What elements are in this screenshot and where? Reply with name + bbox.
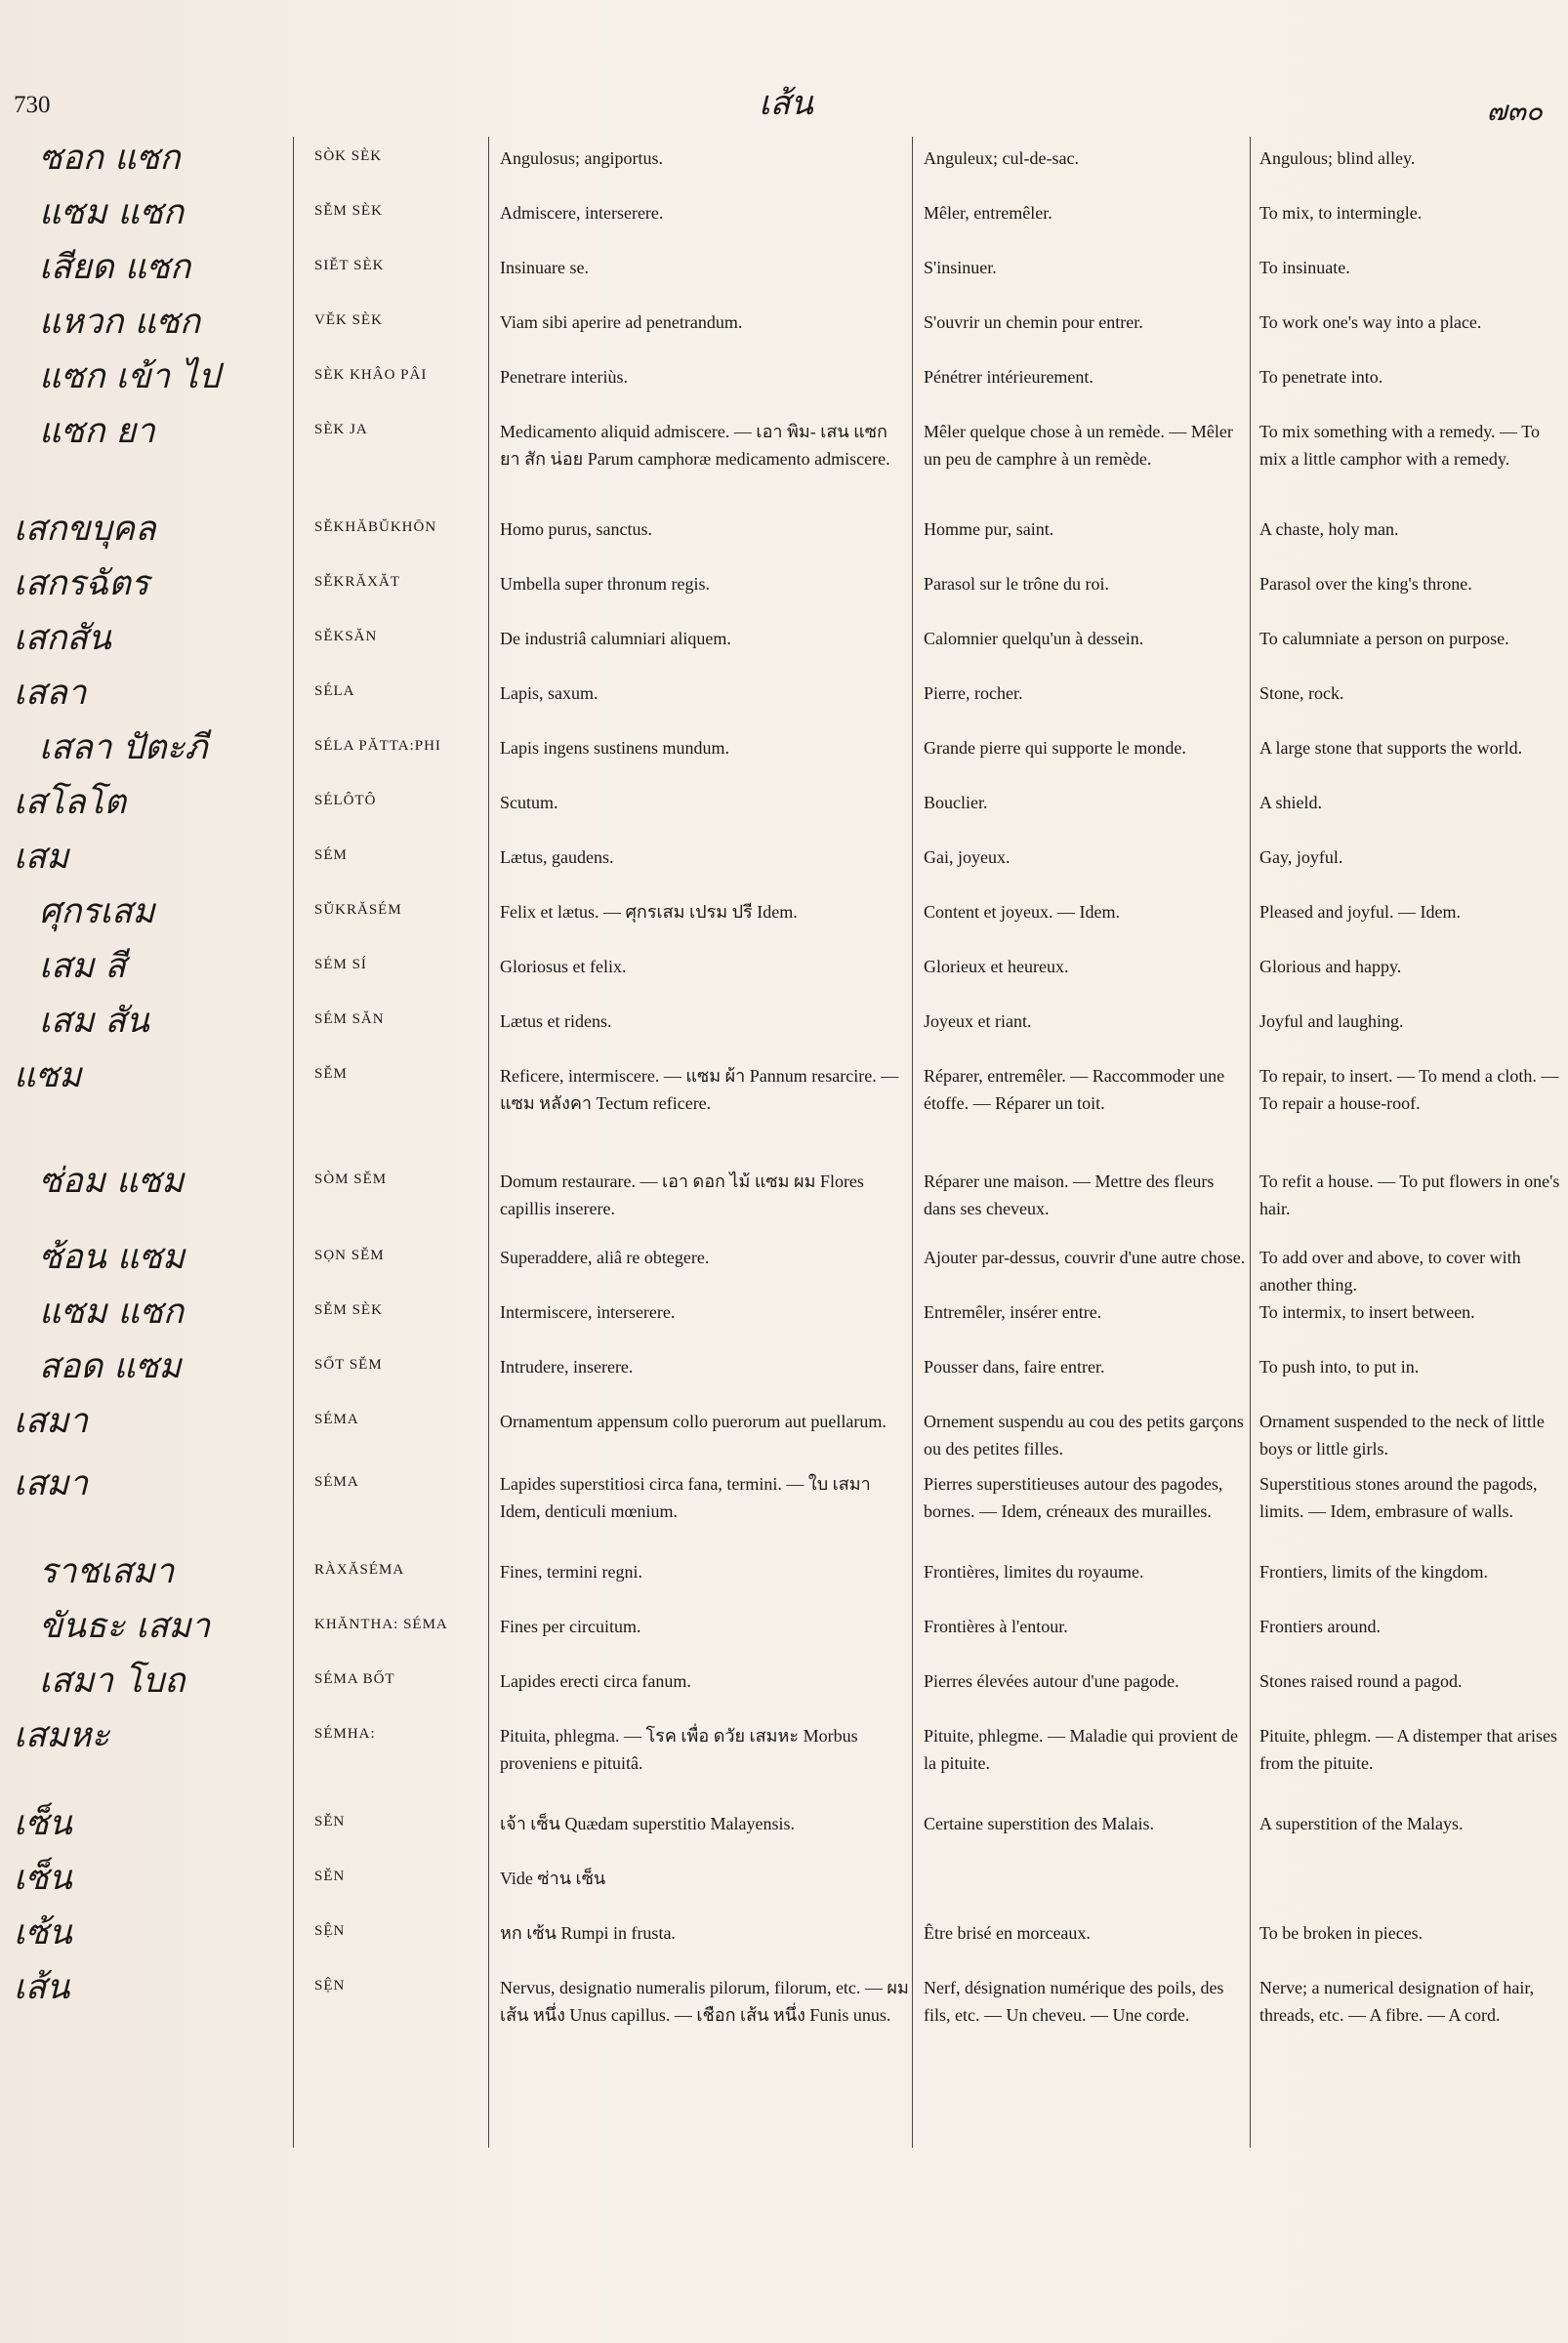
dictionary-entry bbox=[0, 510, 1568, 564]
french-definition: Gai, joyeux. bbox=[924, 847, 1011, 867]
entry-list bbox=[0, 139, 1568, 2074]
french-definition: Pousser dans, faire entrer. bbox=[924, 1357, 1105, 1377]
dictionary-entry bbox=[0, 783, 1568, 838]
transliteration: SÒK SÈK bbox=[314, 148, 383, 164]
transliteration: KHĂNTHA: SÉMA bbox=[314, 1617, 448, 1632]
thai-headword: เสม bbox=[14, 838, 69, 877]
thai-headword: เส้น bbox=[14, 1968, 70, 2007]
english-definition: Pleased and joyful. — Idem. bbox=[1259, 902, 1461, 922]
transliteration: SĚM SÈK bbox=[314, 1302, 383, 1318]
dictionary-entry bbox=[0, 1293, 1568, 1347]
thai-headword: แซก ยา bbox=[39, 412, 155, 451]
transliteration: SÉLA PĂTTA:PHI bbox=[314, 738, 441, 754]
dictionary-entry bbox=[0, 193, 1568, 248]
dictionary-entry bbox=[0, 412, 1568, 510]
english-definition: Frontiers around. bbox=[1259, 1617, 1381, 1636]
french-definition: Réparer, entremêler. — Raccommoder une étoffe. — Réparer un toit. bbox=[924, 1066, 1225, 1113]
english-definition: Stone, rock. bbox=[1259, 683, 1344, 703]
latin-definition: Umbella super thronum regis. bbox=[500, 574, 710, 594]
transliteration: SÈK KHÂO PÂI bbox=[314, 367, 428, 383]
transliteration: SÉM SĂN bbox=[314, 1011, 385, 1027]
latin-definition: Insinuare se. bbox=[500, 258, 589, 277]
transliteration: SỐT SĚM bbox=[314, 1357, 383, 1373]
transliteration: SÉMA BỐT bbox=[314, 1671, 395, 1687]
thai-headword: เสมา bbox=[14, 1402, 89, 1441]
thai-headword: เซ้น bbox=[14, 1913, 72, 1952]
thai-headword: แซม แซก bbox=[39, 193, 185, 232]
dictionary-entry bbox=[0, 1347, 1568, 1402]
latin-definition: Lapis, saxum. bbox=[500, 683, 598, 703]
transliteration: SĚN bbox=[314, 1869, 346, 1884]
dictionary-entry bbox=[0, 1607, 1568, 1662]
dictionary-entry bbox=[0, 1552, 1568, 1607]
french-definition: Ornement suspendu au cou des petits garçons ou des petites filles. bbox=[924, 1412, 1244, 1459]
thai-headword: ราชเสมา bbox=[39, 1552, 175, 1591]
dictionary-entry bbox=[0, 728, 1568, 783]
french-definition: Pierre, rocher. bbox=[924, 683, 1023, 703]
dictionary-entry bbox=[0, 1162, 1568, 1238]
english-definition: Joyful and laughing. bbox=[1259, 1011, 1404, 1031]
page-number-left: 730 bbox=[14, 92, 51, 118]
thai-headword: เสกขบุคล bbox=[14, 510, 156, 549]
thai-headword: ศุกรเสม bbox=[39, 892, 155, 931]
english-definition: Parasol over the king's throne. bbox=[1259, 574, 1472, 594]
english-definition: To repair, to insert. — To mend a cloth. — To repair a house-roof. bbox=[1259, 1066, 1559, 1113]
thai-headword: เสลา bbox=[14, 674, 87, 713]
english-definition: Ornament suspended to the neck of little boys or little girls. bbox=[1259, 1412, 1545, 1459]
english-definition: To push into, to put in. bbox=[1259, 1357, 1420, 1377]
latin-definition: De industriâ calumniari aliquem. bbox=[500, 629, 731, 648]
english-definition: To mix, to intermingle. bbox=[1259, 203, 1423, 223]
english-definition: Frontiers, limits of the kingdom. bbox=[1259, 1562, 1488, 1582]
french-definition: Être brisé en morceaux. bbox=[924, 1923, 1091, 1943]
dictionary-entry bbox=[0, 838, 1568, 892]
dictionary-entry bbox=[0, 1913, 1568, 1968]
english-definition: To calumniate a person on purpose. bbox=[1259, 629, 1509, 648]
dictionary-entry bbox=[0, 303, 1568, 357]
english-definition: To penetrate into. bbox=[1259, 367, 1383, 387]
latin-definition: Homo purus, sanctus. bbox=[500, 519, 652, 539]
dictionary-entry bbox=[0, 1662, 1568, 1716]
latin-definition: Nervus, designatio numeralis pilorum, filorum, etc. — ผม เส้น หนึ่ง Unus capillus. — เชือก เส้น หนึ่ง Funis unus. bbox=[500, 1978, 909, 2025]
latin-definition: Superaddere, aliâ re obtegere. bbox=[500, 1248, 710, 1267]
dictionary-entry bbox=[0, 139, 1568, 193]
dictionary-entry bbox=[0, 1464, 1568, 1552]
french-definition: Joyeux et riant. bbox=[924, 1011, 1032, 1031]
french-definition: Glorieux et heureux. bbox=[924, 957, 1069, 976]
thai-headword: เซ็น bbox=[14, 1859, 72, 1898]
latin-definition: Admiscere, interserere. bbox=[500, 203, 664, 223]
french-definition: Frontières à l'entour. bbox=[924, 1617, 1068, 1636]
latin-definition: Fines, termini regni. bbox=[500, 1562, 642, 1582]
french-definition: Ajouter par-dessus, couvrir d'une autre chose. bbox=[924, 1248, 1246, 1267]
dictionary-entry bbox=[0, 674, 1568, 728]
english-definition: Gay, joyful. bbox=[1259, 847, 1343, 867]
thai-headword: เสโลโต bbox=[14, 783, 127, 822]
latin-definition: เจ้า เซ็น Quædam superstitio Malayensis. bbox=[500, 1814, 795, 1833]
transliteration: SĚN bbox=[314, 1814, 346, 1829]
transliteration: SÈK JA bbox=[314, 422, 368, 437]
transliteration: VĚK SÈK bbox=[314, 312, 383, 328]
latin-definition: Pituita, phlegma. — โรค เพื่อ ดวัย เสมหะ Morbus proveniens e pituitâ. bbox=[500, 1726, 858, 1773]
french-definition: Homme pur, saint. bbox=[924, 519, 1054, 539]
french-definition: Mêler quelque chose à un remède. — Mêler un peu de camphre à un remède. bbox=[924, 422, 1233, 469]
dictionary-entry bbox=[0, 1056, 1568, 1162]
thai-headword: เสม สัน bbox=[39, 1002, 149, 1041]
latin-definition: Scutum. bbox=[500, 793, 558, 812]
french-definition: S'ouvrir un chemin pour entrer. bbox=[924, 312, 1143, 332]
latin-definition: Lætus, gaudens. bbox=[500, 847, 614, 867]
english-definition: To refit a house. — To put flowers in one's hair. bbox=[1259, 1172, 1560, 1218]
thai-headword: ซ่อม แซม bbox=[39, 1162, 185, 1201]
latin-definition: Vide ซ่าน เซ็น bbox=[500, 1869, 606, 1888]
french-definition: Nerf, désignation numérique des poils, des fils, etc. — Un cheveu. — Une corde. bbox=[924, 1978, 1224, 2025]
latin-definition: หก เซ้น Rumpi in frusta. bbox=[500, 1923, 676, 1943]
transliteration: SỆN bbox=[314, 1923, 346, 1939]
latin-definition: Penetrare interiùs. bbox=[500, 367, 628, 387]
french-definition: Mêler, entremêler. bbox=[924, 203, 1052, 223]
english-definition: Superstitious stones around the pagods, limits. — Idem, embrasure of walls. bbox=[1259, 1474, 1538, 1521]
transliteration: SĚKSĂN bbox=[314, 629, 378, 644]
latin-definition: Medicamento aliquid admiscere. — เอา พิม- เสน แซก ยา สัก น่อย Parum camphoræ medicamento admiscere. bbox=[500, 422, 890, 469]
dictionary-entry bbox=[0, 1002, 1568, 1056]
english-definition: A large stone that supports the world. bbox=[1259, 738, 1523, 758]
thai-headword: เสมหะ bbox=[14, 1716, 110, 1755]
dictionary-entry bbox=[0, 1968, 1568, 2074]
latin-definition: Viam sibi aperire ad penetrandum. bbox=[500, 312, 743, 332]
latin-definition: Fines per circuitum. bbox=[500, 1617, 641, 1636]
running-headword: เส้น bbox=[759, 84, 813, 123]
french-definition: Content et joyeux. — Idem. bbox=[924, 902, 1120, 922]
dictionary-entry bbox=[0, 357, 1568, 412]
thai-headword: แซม แซก bbox=[39, 1293, 185, 1332]
thai-headword: เสกสัน bbox=[14, 619, 111, 658]
dictionary-entry bbox=[0, 248, 1568, 303]
dictionary-entry bbox=[0, 1238, 1568, 1293]
transliteration: SỌN SĚM bbox=[314, 1248, 385, 1263]
english-definition: To work one's way into a place. bbox=[1259, 312, 1482, 332]
english-definition: A chaste, holy man. bbox=[1259, 519, 1399, 539]
transliteration: SĚKHĂBŬKHŌN bbox=[314, 519, 437, 535]
english-definition: Stones raised round a pagod. bbox=[1259, 1671, 1463, 1691]
dictionary-entry bbox=[0, 1859, 1568, 1913]
thai-headword: เซ็น bbox=[14, 1804, 72, 1843]
transliteration: SÉM SÍ bbox=[314, 957, 367, 972]
thai-headword: เสกรฉัตร bbox=[14, 564, 149, 603]
thai-headword: ขันธะ เสมา bbox=[39, 1607, 211, 1646]
thai-headword: แซก เข้า ไป bbox=[39, 357, 221, 396]
transliteration: SIĚT SÈK bbox=[314, 258, 385, 273]
transliteration: SÒM SĚM bbox=[314, 1172, 388, 1187]
english-definition: A superstition of the Malays. bbox=[1259, 1814, 1464, 1833]
latin-definition: Felix et lætus. — ศุกรเสม เปรม ปรี Idem. bbox=[500, 902, 798, 922]
transliteration: SĚM SÈK bbox=[314, 203, 383, 219]
thai-headword: เสมา bbox=[14, 1464, 89, 1503]
french-definition: Grande pierre qui supporte le monde. bbox=[924, 738, 1186, 758]
transliteration: SÉLÔTÔ bbox=[314, 793, 377, 808]
dictionary-entry bbox=[0, 947, 1568, 1002]
page-number-right: ๗๓๐ bbox=[1486, 95, 1543, 127]
latin-definition: Angulosus; angiportus. bbox=[500, 148, 664, 168]
french-definition: S'insinuer. bbox=[924, 258, 997, 277]
french-definition: Frontières, limites du royaume. bbox=[924, 1562, 1144, 1582]
latin-definition: Ornamentum appensum collo puerorum aut puellarum. bbox=[500, 1412, 887, 1431]
french-definition: Certaine superstition des Malais. bbox=[924, 1814, 1154, 1833]
english-definition: To add over and above, to cover with another thing. bbox=[1259, 1248, 1521, 1295]
dictionary-entry bbox=[0, 1804, 1568, 1859]
latin-definition: Domum restaurare. — เอา ดอก ไม้ แซม ผม Flores capillis inserere. bbox=[500, 1172, 864, 1218]
english-definition: Angulous; blind alley. bbox=[1259, 148, 1416, 168]
french-definition: Bouclier. bbox=[924, 793, 988, 812]
thai-headword: แหวก แซก bbox=[39, 303, 201, 342]
transliteration: SÉM bbox=[314, 847, 348, 863]
french-definition: Pituite, phlegme. — Maladie qui provient de la pituite. bbox=[924, 1726, 1238, 1773]
thai-headword: เสมา โบถ bbox=[39, 1662, 186, 1701]
transliteration: SĚKRĂXĂT bbox=[314, 574, 401, 590]
thai-headword: เสม สี bbox=[39, 947, 126, 986]
french-definition: Anguleux; cul-de-sac. bbox=[924, 148, 1079, 168]
thai-headword: เสลา ปัตะภี bbox=[39, 728, 208, 767]
thai-headword: ซอก แซก bbox=[39, 139, 181, 178]
latin-definition: Lapides erecti circa fanum. bbox=[500, 1671, 691, 1691]
dictionary-entry bbox=[0, 619, 1568, 674]
english-definition: Glorious and happy. bbox=[1259, 957, 1402, 976]
english-definition: To mix something with a remedy. — To mix a little camphor with a remedy. bbox=[1259, 422, 1540, 469]
french-definition: Pierres superstitieuses autour des pagodes, bornes. — Idem, créneaux des murailles. bbox=[924, 1474, 1223, 1521]
latin-definition: Reficere, intermiscere. — แซม ผ้า Pannum resarcire. — แซม หลังคา Tectum reficere. bbox=[500, 1066, 899, 1113]
transliteration: SÉMA bbox=[314, 1474, 359, 1490]
latin-definition: Lapis ingens sustinens mundum. bbox=[500, 738, 729, 758]
transliteration: RÀXĂSÉMA bbox=[314, 1562, 405, 1578]
transliteration: SỆN bbox=[314, 1978, 346, 1994]
french-definition: Parasol sur le trône du roi. bbox=[924, 574, 1109, 594]
thai-headword: แซม bbox=[14, 1056, 82, 1095]
french-definition: Pierres élevées autour d'une pagode. bbox=[924, 1671, 1179, 1691]
english-definition: To intermix, to insert between. bbox=[1259, 1302, 1475, 1322]
transliteration: SĚM bbox=[314, 1066, 348, 1082]
english-definition: Nerve; a numerical designation of hair, threads, etc. — A fibre. — A cord. bbox=[1259, 1978, 1535, 2025]
latin-definition: Lapides superstitiosi circa fana, termini. — ใบ เสมา Idem, denticuli mœnium. bbox=[500, 1474, 871, 1521]
english-definition: Pituite, phlegm. — A distemper that arises from the pituite. bbox=[1259, 1726, 1557, 1773]
french-definition: Réparer une maison. — Mettre des fleurs dans ses cheveux. bbox=[924, 1172, 1215, 1218]
french-definition: Pénétrer intérieurement. bbox=[924, 367, 1093, 387]
latin-definition: Gloriosus et felix. bbox=[500, 957, 627, 976]
transliteration: SŬKRĂSÉM bbox=[314, 902, 402, 918]
dictionary-entry bbox=[0, 892, 1568, 947]
dictionary-entry bbox=[0, 1402, 1568, 1464]
latin-definition: Intermiscere, interserere. bbox=[500, 1302, 676, 1322]
transliteration: SÉMA bbox=[314, 1412, 359, 1427]
french-definition: Entremêler, insérer entre. bbox=[924, 1302, 1102, 1322]
thai-headword: เสียด แซก bbox=[39, 248, 191, 287]
transliteration: SÉMHA: bbox=[314, 1726, 376, 1742]
thai-headword: สอด แซม bbox=[39, 1347, 182, 1386]
latin-definition: Lætus et ridens. bbox=[500, 1011, 612, 1031]
english-definition: To be broken in pieces. bbox=[1259, 1923, 1424, 1943]
latin-definition: Intrudere, inserere. bbox=[500, 1357, 634, 1377]
english-definition: To insinuate. bbox=[1259, 258, 1350, 277]
page-header bbox=[0, 76, 1568, 125]
english-definition: A shield. bbox=[1259, 793, 1323, 812]
transliteration: SÉLA bbox=[314, 683, 355, 699]
french-definition: Calomnier quelqu'un à dessein. bbox=[924, 629, 1144, 648]
dictionary-entry bbox=[0, 1716, 1568, 1804]
thai-headword: ซ้อน แซม bbox=[39, 1238, 186, 1277]
dictionary-entry bbox=[0, 564, 1568, 619]
